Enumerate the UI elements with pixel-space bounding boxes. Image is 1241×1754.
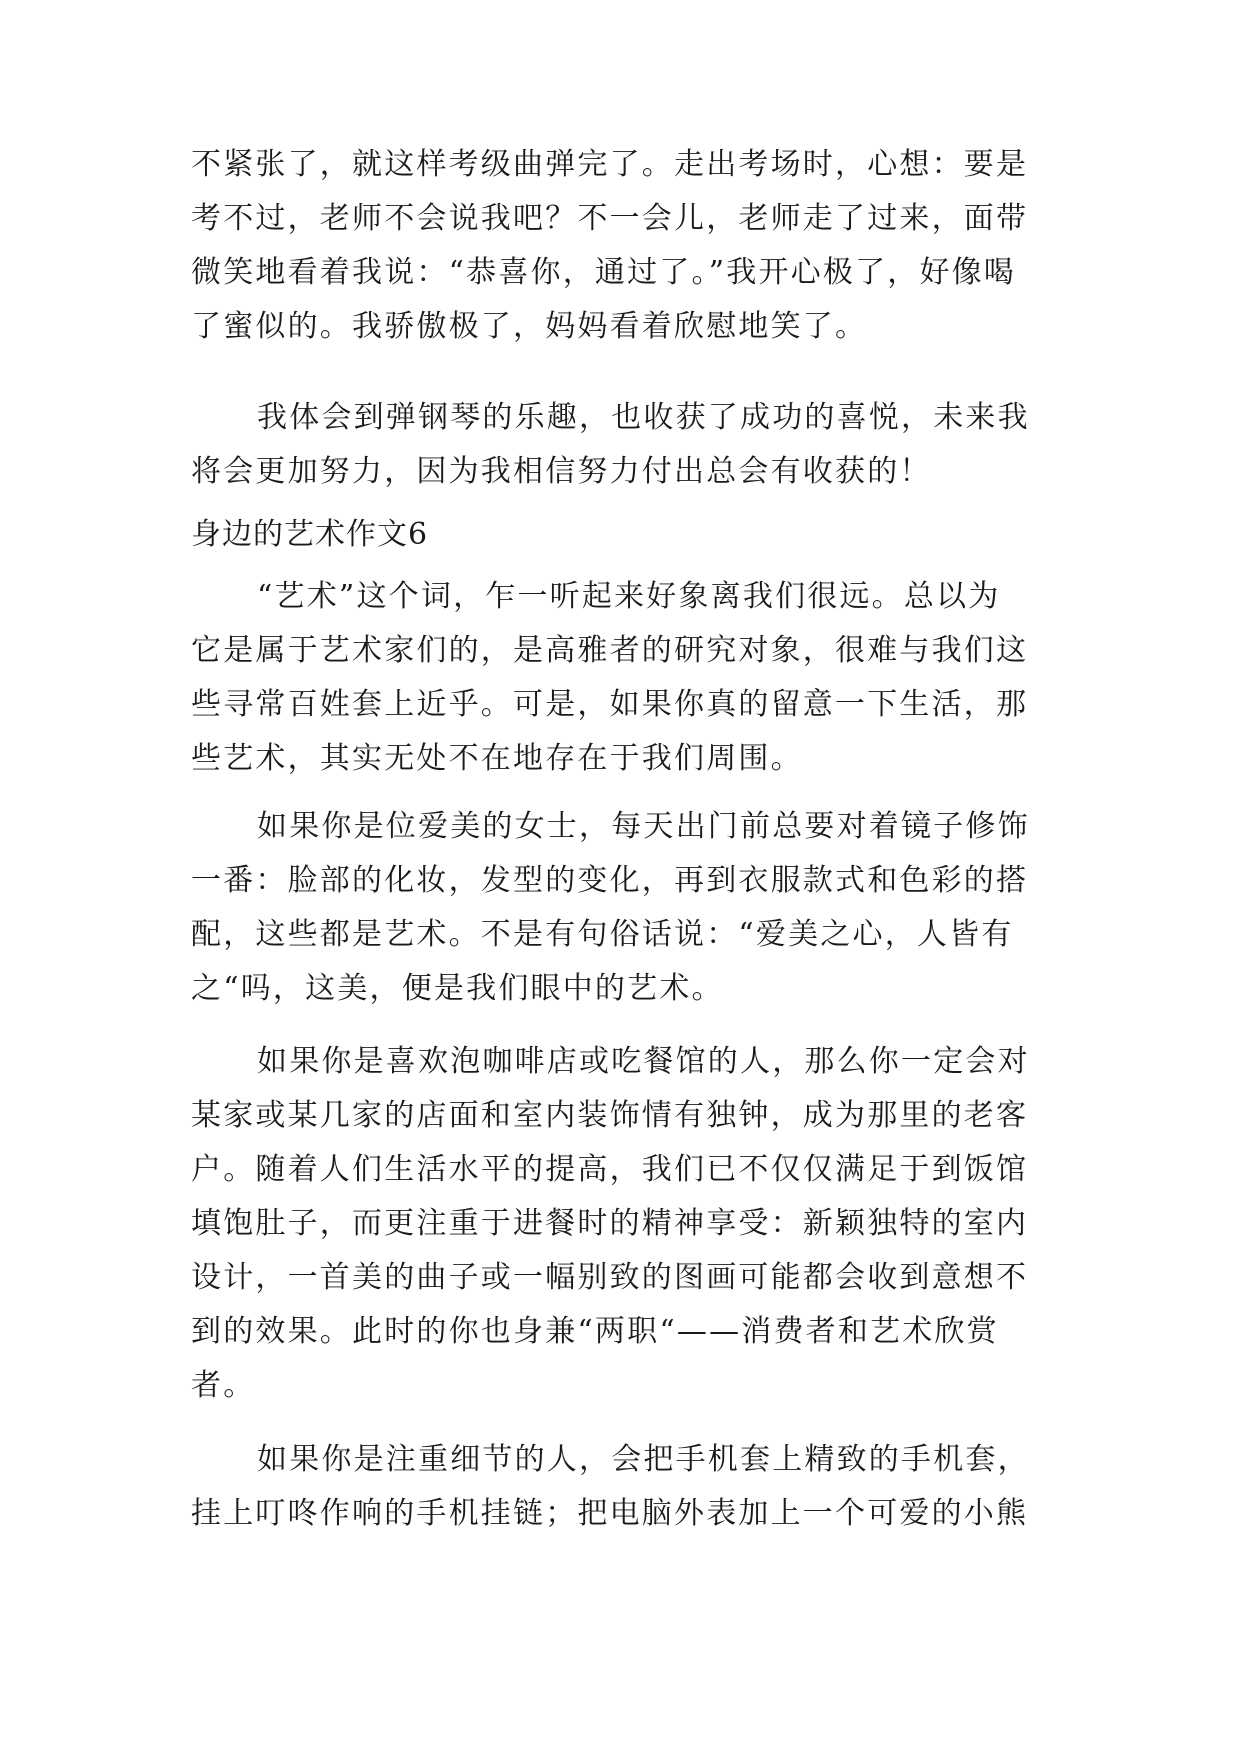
paragraph-line: 一番：脸部的化妆，发型的变化，再到衣服款式和色彩的搭 [191, 863, 1029, 898]
paragraph-line: 填饱肚子，而更注重于进餐时的精神享受：新颖独特的室内 [191, 1206, 1029, 1241]
paragraph-line: 到的效果。此时的你也身兼“两职“——消费者和艺术欣赏 [191, 1314, 999, 1349]
paragraph-line: 了蜜似的。我骄傲极了，妈妈看着欣慰地笑了。 [191, 309, 868, 344]
paragraph-3 [191, 570, 1061, 786]
paragraph-line: 挂上叮咚作响的手机挂链；把电脑外表加上一个可爱的小熊 [191, 1496, 1029, 1531]
paragraph-4 [191, 800, 1061, 1016]
section-heading [191, 508, 1061, 562]
paragraph-5 [191, 1035, 1061, 1413]
paragraph-line: 如果你是喜欢泡咖啡店或吃餐馆的人，那么你一定会对 [257, 1044, 1030, 1079]
paragraph-line: 某家或某几家的店面和室内装饰情有独钟，成为那里的老客 [191, 1098, 1029, 1133]
paragraph-line: 将会更加努力，因为我相信努力付出总会有收获的！ [191, 454, 932, 489]
paragraph-line: 如果你是注重细节的人，会把手机套上精致的手机套， [257, 1442, 1030, 1477]
paragraph-line: 者。 [191, 1368, 256, 1403]
paragraph-line: 些艺术，其实无处不在地存在于我们周围。 [191, 741, 803, 776]
paragraph-line: 户。随着人们生活水平的提高，我们已不仅仅满足于到饭馆 [191, 1152, 1029, 1187]
paragraph-line: 微笑地看着我说：“恭喜你，通过了。”我开心极了，好像喝 [191, 255, 1017, 290]
paragraph-line: 设计，一首美的曲子或一幅别致的图画可能都会收到意想不 [191, 1260, 1029, 1295]
paragraph-line: 不紧张了，就这样考级曲弹完了。走出考场时，心想：要是 [191, 147, 1029, 182]
paragraph-line: 考不过，老师不会说我吧？不一会儿，老师走了过来，面带 [191, 201, 1029, 236]
paragraph-line: 配，这些都是艺术。不是有句俗话说：“爱美之心，人皆有 [191, 917, 1014, 952]
paragraph-line: 它是属于艺术家们的，是高雅者的研究对象，很难与我们这 [191, 633, 1029, 668]
paragraph-line: 我体会到弹钢琴的乐趣，也收获了成功的喜悦，未来我 [257, 400, 1030, 435]
paragraph-1 [191, 138, 1061, 354]
paragraph-6 [191, 1433, 1061, 1541]
paragraph-line: 之“吗，这美，便是我们眼中的艺术。 [191, 971, 724, 1006]
paragraph-line: “艺术”这个词，乍一听起来好象离我们很远。总以为 [257, 579, 1001, 614]
heading-text: 身边的艺术作文6 [191, 517, 429, 552]
paragraph-2 [191, 391, 1061, 499]
paragraph-line: 如果你是位爱美的女士，每天出门前总要对着镜子修饰 [257, 809, 1030, 844]
paragraph-line: 些寻常百姓套上近乎。可是，如果你真的留意一下生活，那 [191, 687, 1029, 722]
